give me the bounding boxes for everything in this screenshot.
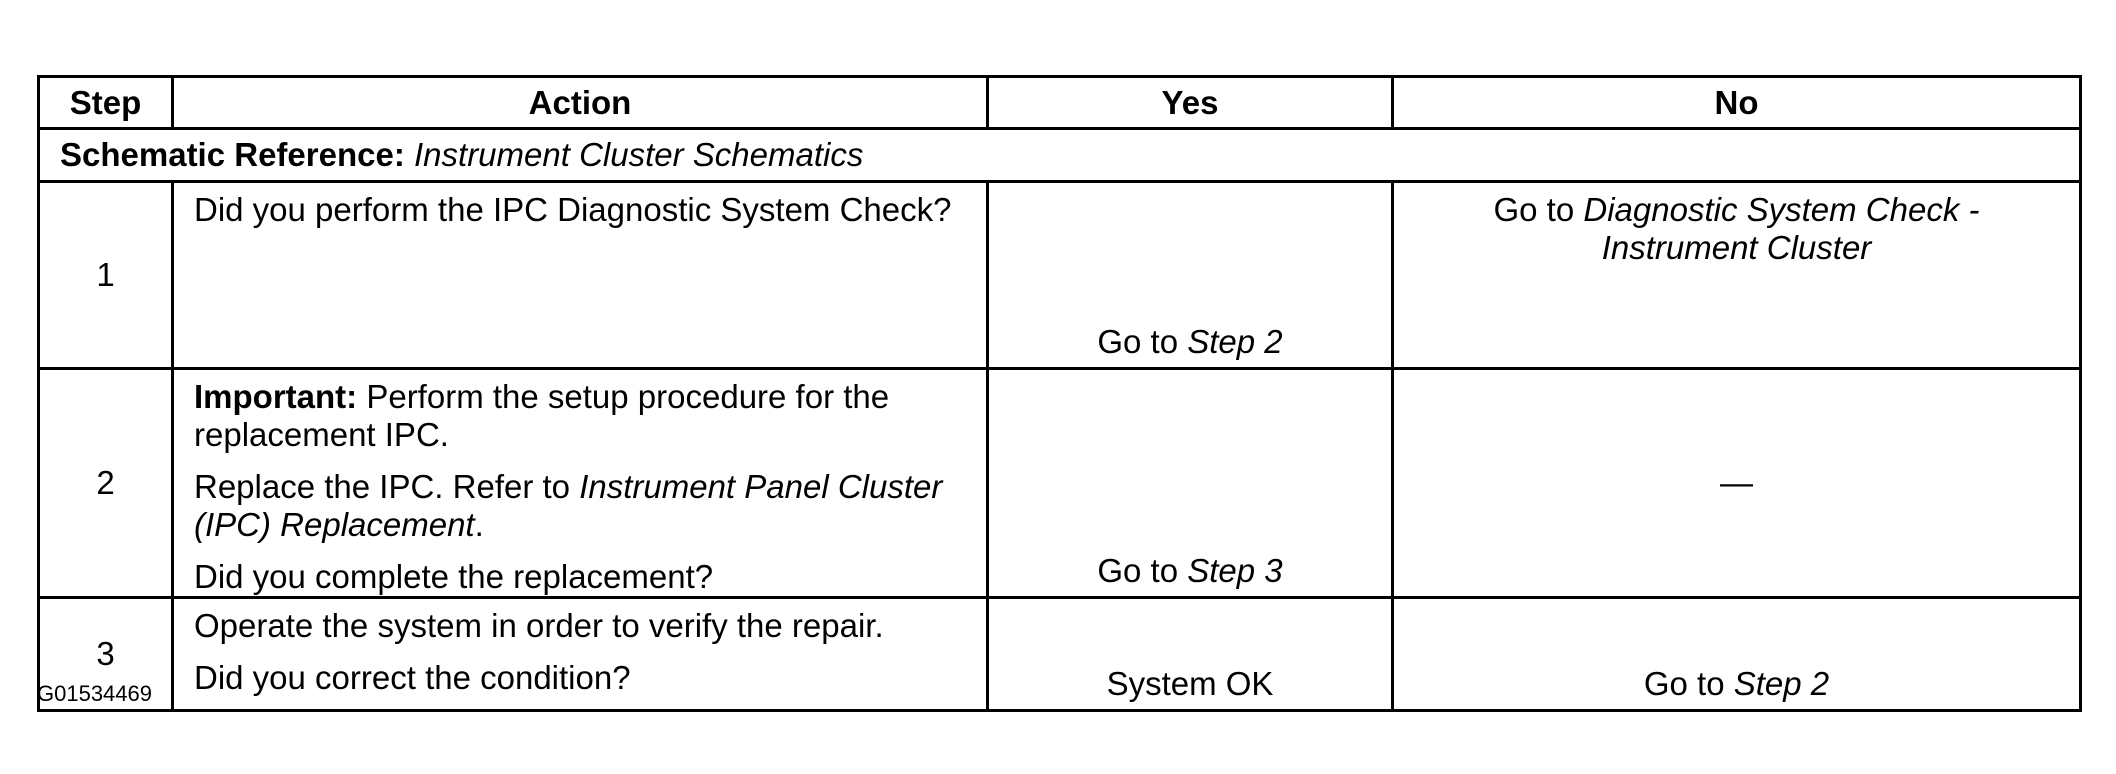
no-diagnostic-link[interactable]: Diagnostic System Check - Instrument Cluster: [1583, 191, 1980, 266]
yes-prefix: Go to: [1097, 323, 1179, 360]
yes-text: System OK: [1106, 665, 1274, 702]
yes-cell: [988, 598, 1393, 711]
replace-text: Replace the IPC. Refer to: [194, 468, 571, 505]
action-question: Did you perform the IPC Diagnostic System Check?: [194, 191, 952, 228]
reference-label: Schematic Reference:: [60, 136, 405, 173]
important-note: [194, 378, 966, 454]
diagnostic-table-container: [37, 75, 2079, 712]
reference-link[interactable]: Instrument Cluster Schematics: [414, 136, 864, 173]
no-dash: —: [1720, 464, 1753, 501]
header-step: Step: [39, 77, 173, 129]
diagnostic-table: [37, 75, 2082, 712]
action-instruction: Operate the system in order to verify the repair.: [194, 607, 884, 644]
yes-step-link[interactable]: Step 2: [1187, 323, 1283, 360]
yes-step-link[interactable]: Step 3: [1187, 552, 1283, 589]
no-step-link[interactable]: Step 2: [1733, 665, 1830, 702]
action-cell: [173, 369, 988, 598]
header-row: [39, 77, 2081, 129]
important-label: Important:: [194, 378, 358, 415]
action-cell: [173, 182, 988, 369]
no-prefix: Go to: [1643, 665, 1725, 702]
important-text: Perform the setup procedure for the replacement IPC.: [194, 378, 890, 453]
no-cell: [1393, 182, 2081, 369]
replacement-link[interactable]: Instrument Panel Cluster (IPC) Replacement: [194, 468, 943, 543]
schematic-reference: [39, 129, 2081, 182]
no-cell: [1393, 598, 2081, 711]
step-number: 3: [39, 598, 173, 711]
step-number: 2: [39, 369, 173, 598]
reference-row: [39, 129, 2081, 182]
replace-end: .: [474, 506, 484, 543]
action-question: Did you correct the condition?: [194, 659, 631, 696]
no-prefix: Go to: [1493, 191, 1575, 228]
header-no: No: [1393, 77, 2081, 129]
table-row: [39, 182, 2081, 369]
step-number: 1: [39, 182, 173, 369]
yes-cell: [988, 369, 1393, 598]
figure-id: G01534469: [37, 681, 152, 706]
no-cell: [1393, 369, 2081, 598]
table-row: [39, 598, 2081, 711]
header-action: Action: [173, 77, 988, 129]
action-question: Did you complete the replacement?: [194, 558, 714, 595]
table-row: [39, 369, 2081, 598]
action-cell: [173, 598, 988, 711]
yes-prefix: Go to: [1097, 552, 1179, 589]
replace-instruction: [194, 468, 966, 544]
yes-cell: [988, 182, 1393, 369]
header-yes: Yes: [988, 77, 1393, 129]
